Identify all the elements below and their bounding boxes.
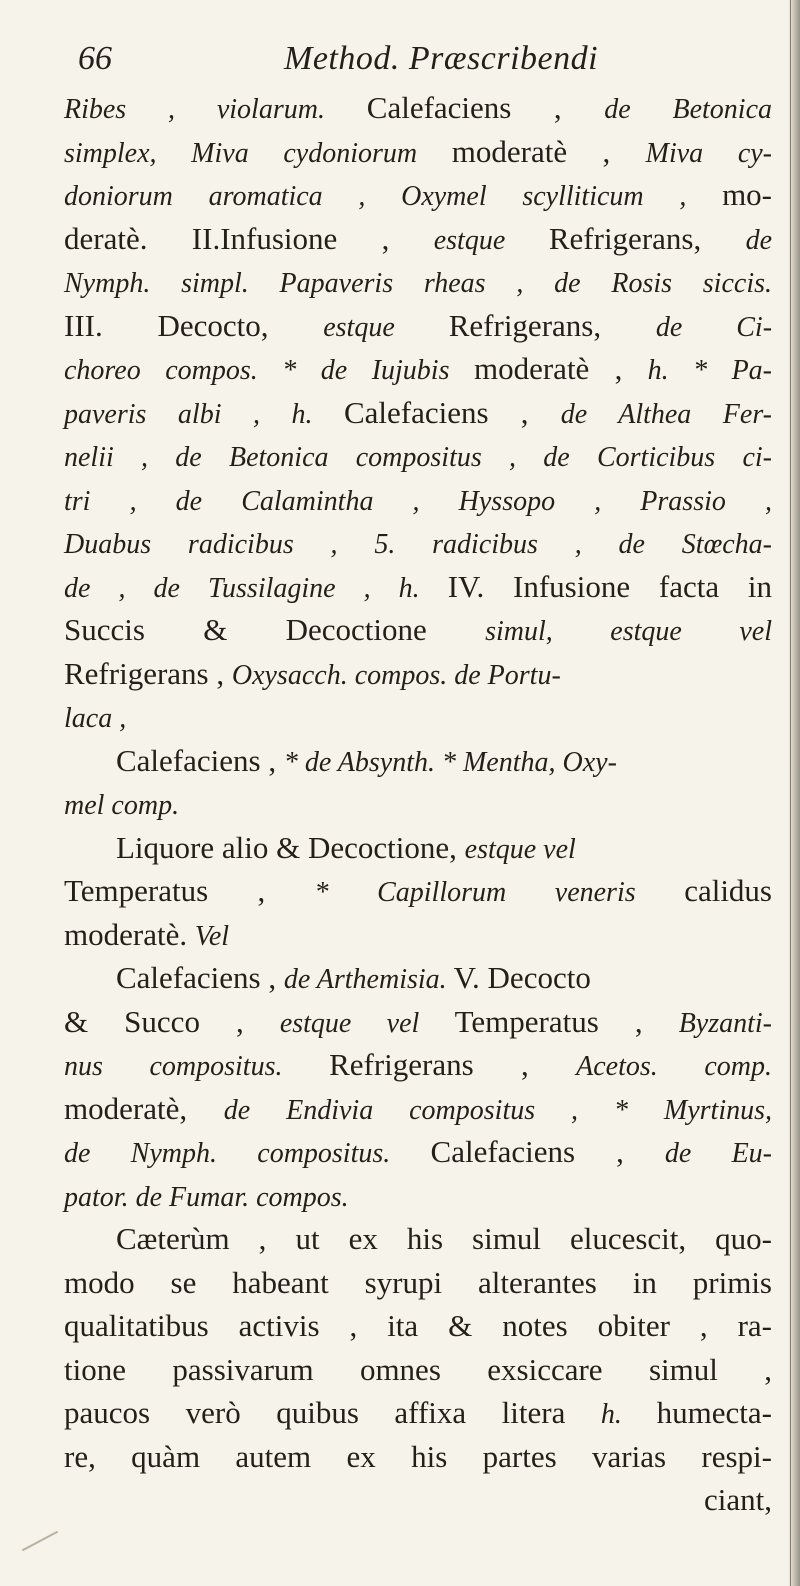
- italic-text-segment: estque vel: [279, 1007, 455, 1039]
- roman-text-segment: Calefaciens ,: [116, 742, 284, 778]
- italic-text-segment: Duabus radicibus , 5. radicibus , de Stœcha-: [64, 529, 772, 560]
- italic-text-segment: simul, estque vel: [485, 616, 773, 647]
- text-line: [64, 391, 772, 435]
- text-line: [64, 1348, 772, 1392]
- roman-text-segment: Temperatus ,: [64, 873, 315, 908]
- text-line: [64, 1435, 772, 1479]
- running-title: Method. Præscribendi: [284, 40, 599, 77]
- text-line: [64, 86, 772, 130]
- body-text: [64, 86, 772, 1522]
- roman-text-segment: Calefaciens ,: [430, 1134, 665, 1169]
- page-edge-shadow: [788, 0, 800, 1586]
- text-line: [64, 565, 772, 609]
- text-line: [64, 1304, 772, 1348]
- roman-text-segment: tione passivarum omnes exsiccare simul ,: [64, 1351, 772, 1387]
- italic-text-segment: Ribes , violarum.: [64, 94, 367, 125]
- text-line: [64, 1130, 772, 1174]
- roman-text-segment: Succis & Decoctione: [64, 612, 486, 647]
- italic-text-segment: paveris albi , h.: [64, 398, 344, 430]
- text-line: [64, 1261, 772, 1305]
- italic-text-segment: de Arthemisia.: [283, 964, 454, 995]
- text-line: [64, 1000, 772, 1044]
- italic-text-segment: de Althea Fer-: [560, 398, 772, 430]
- roman-text-segment: moderatè.: [64, 916, 195, 952]
- text-line: [64, 869, 772, 913]
- text-line: [64, 1087, 772, 1131]
- italic-text-segment: Byzanti-: [678, 1007, 772, 1039]
- roman-text-segment: paucos verò quibus affixa litera: [64, 1395, 601, 1430]
- italic-text-segment: simplex, Miva cydoniorum: [64, 137, 452, 169]
- roman-text-segment: Temperatus ,: [454, 1003, 679, 1039]
- roman-text-segment: Cæterùm , ut ex his simul elucescit, quo-: [116, 1221, 772, 1256]
- roman-text-segment: moderatè ,: [473, 351, 648, 386]
- text-line: [64, 913, 772, 957]
- italic-text-segment: Oxysacch. compos. de Portu-: [231, 659, 561, 691]
- italic-text-segment: Vel: [194, 920, 230, 952]
- italic-text-segment: de , de Tussilagine , h.: [64, 572, 448, 604]
- roman-text-segment: & Succo ,: [64, 1003, 280, 1039]
- italic-text-segment: de: [745, 224, 772, 256]
- italic-text-segment: de Eu-: [664, 1138, 773, 1169]
- text-line: [64, 173, 772, 217]
- roman-text-segment: deratè. II.Infusione ,: [64, 220, 434, 256]
- text-line: [64, 1217, 772, 1261]
- text-line: [64, 739, 772, 783]
- italic-text-segment: de Endivia compositus , * Myrtinus,: [223, 1094, 773, 1126]
- text-line: [64, 260, 772, 304]
- roman-text-segment: qualitatibus activis , ita & notes obiter , ra-: [64, 1308, 772, 1343]
- roman-text-segment: mo-: [722, 177, 772, 212]
- text-line: [64, 782, 772, 826]
- text-line: [64, 956, 772, 1000]
- paper-mark: [22, 1531, 58, 1552]
- text-line: [64, 826, 772, 870]
- text-line: [64, 695, 772, 739]
- text-line: [64, 608, 772, 652]
- roman-text-segment: ciant,: [704, 1482, 772, 1517]
- italic-text-segment: * Capillorum veneris: [314, 877, 685, 908]
- text-line: [64, 130, 772, 174]
- roman-text-segment: Calefaciens ,: [116, 960, 284, 995]
- roman-text-segment: V. Decocto: [453, 960, 591, 995]
- italic-text-segment: h. * Pa-: [647, 355, 773, 386]
- italic-text-segment: Miva cy-: [645, 137, 772, 169]
- italic-text-segment: tri , de Calamintha , Hyssopo , Prassio ,: [64, 485, 772, 517]
- italic-text-segment: choreo compos. * de Iujubis: [64, 355, 474, 386]
- roman-text-segment: moderatè ,: [451, 133, 646, 169]
- roman-text-segment: Liquore alio & Decoctione,: [116, 829, 465, 865]
- italic-text-segment: de Nymph. compositus.: [64, 1138, 431, 1169]
- text-line: [64, 304, 772, 348]
- italic-text-segment: nelii , de Betonica compositus , de Corticibus ci-: [64, 442, 772, 473]
- text-line: [64, 1391, 772, 1435]
- italic-text-segment: estque: [323, 311, 449, 343]
- italic-text-segment: Nymph. simpl. Papaveris rheas , de Rosis siccis.: [64, 268, 772, 299]
- page-number: 66: [78, 40, 112, 77]
- italic-text-segment: nus compositus.: [64, 1051, 330, 1082]
- text-line: [64, 347, 772, 391]
- italic-text-segment: doniorum aromatica , Oxymel scylliticum ,: [64, 181, 723, 212]
- roman-text-segment: Refrigerans,: [548, 220, 746, 256]
- roman-text-segment: modo se habeant syrupi alterantes in primis: [64, 1264, 772, 1300]
- roman-text-segment: Refrigerans ,: [64, 655, 232, 691]
- italic-text-segment: h.: [600, 1399, 657, 1430]
- roman-text-segment: moderatè,: [64, 1090, 224, 1126]
- roman-text-segment: Calefaciens ,: [366, 90, 605, 125]
- italic-text-segment: estque vel: [464, 833, 576, 865]
- italic-text-segment: * de Absynth. * Mentha, Oxy-: [283, 746, 617, 778]
- italic-text-segment: Acetos. comp.: [576, 1051, 772, 1082]
- italic-text-segment: mel comp.: [64, 790, 180, 821]
- text-line: [64, 1478, 772, 1522]
- roman-text-segment: Refrigerans ,: [329, 1047, 577, 1082]
- italic-text-segment: de Betonica: [604, 94, 772, 125]
- roman-text-segment: Calefaciens ,: [343, 394, 561, 430]
- text-line: [64, 521, 772, 565]
- text-line: [64, 652, 772, 696]
- roman-text-segment: III. Decocto,: [64, 307, 324, 343]
- roman-text-segment: calidus: [684, 873, 772, 908]
- text-line: [64, 1174, 772, 1218]
- roman-text-segment: Refrigerans,: [448, 307, 656, 343]
- text-line: [64, 434, 772, 478]
- roman-text-segment: IV. Infusione facta in: [447, 568, 772, 604]
- roman-text-segment: re, quàm autem ex his partes varias respi-: [64, 1438, 772, 1474]
- roman-text-segment: humecta-: [656, 1395, 772, 1430]
- italic-text-segment: pator. de Fumar. compos.: [64, 1181, 349, 1213]
- italic-text-segment: laca ,: [64, 703, 127, 734]
- text-line: [64, 217, 772, 261]
- italic-text-segment: estque: [433, 224, 549, 256]
- text-line: [64, 478, 772, 522]
- text-line: [64, 1043, 772, 1087]
- italic-text-segment: de Ci-: [655, 311, 773, 343]
- running-head: [78, 40, 738, 88]
